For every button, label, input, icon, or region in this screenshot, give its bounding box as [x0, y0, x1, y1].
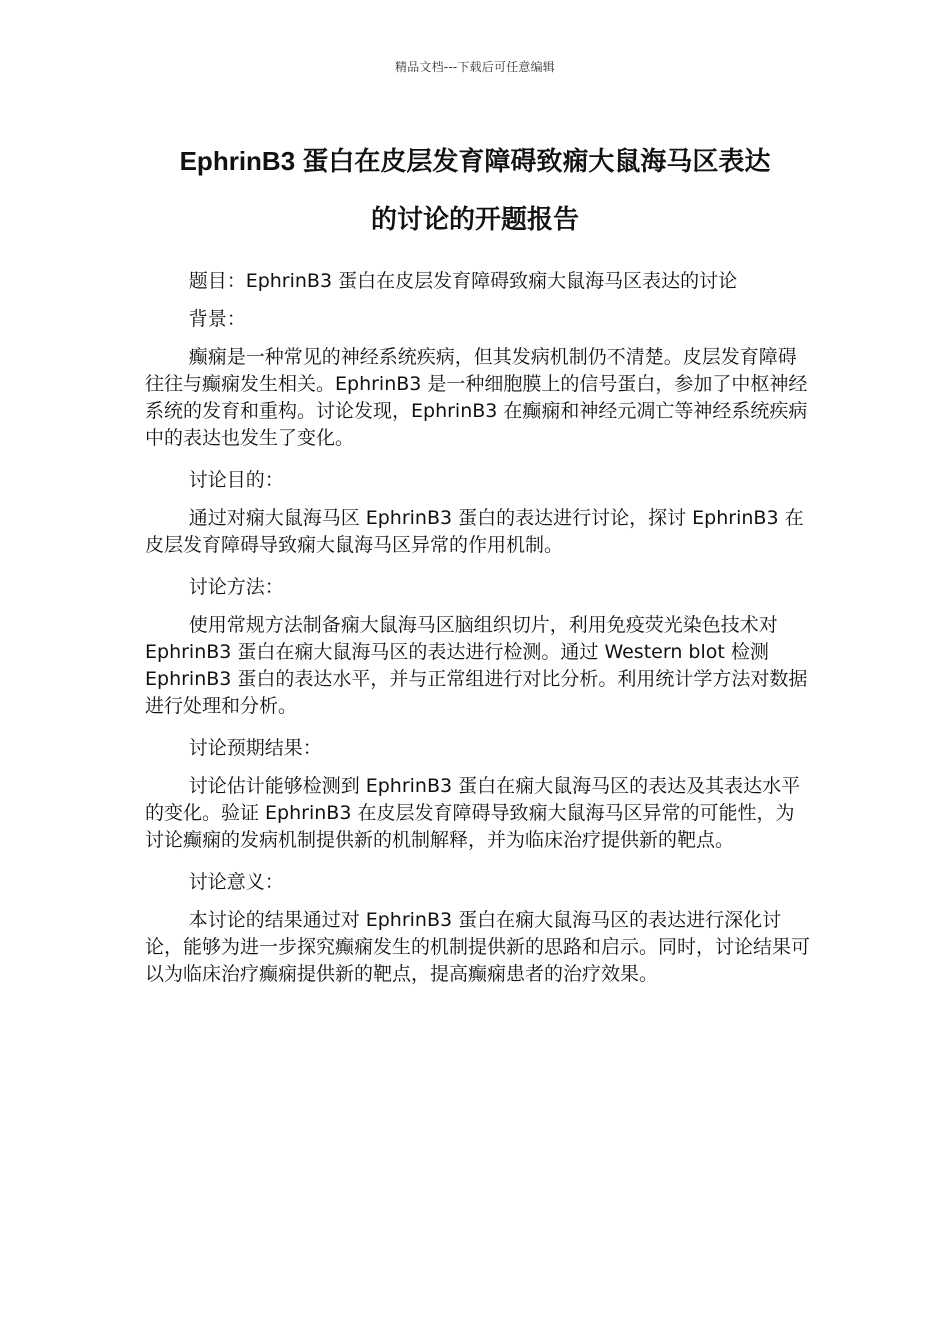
document-body: [145, 268, 813, 1003]
purpose-label: 讨论目的：: [188, 469, 284, 491]
expected-results-paragraph: 讨论估计能够检测到 EphrinB3 蛋白在痫大鼠海马区的表达及其表达水平的变化。验证 EphrinB3 在皮层发育障碍导致痫大鼠海马区异常的可能性，为讨论癫痫的发病机制提供新的机制解释，并为临床治疗提供新的靶点。: [145, 775, 801, 851]
header-note: 精品文档---下载后可任意编辑: [395, 60, 555, 74]
topic-line: 题目：EphrinB3 蛋白在皮层发育障碍致痫大鼠海马区表达的讨论: [188, 270, 738, 292]
purpose-paragraph: 通过对痫大鼠海马区 EphrinB3 蛋白的表达进行讨论，探讨 EphrinB3 在皮层发育障碍导致痫大鼠海马区异常的作用机制。: [145, 507, 804, 556]
method-label: 讨论方法：: [188, 576, 284, 598]
expected-results-label: 讨论预期结果：: [188, 737, 322, 759]
significance-label: 讨论意义：: [188, 871, 284, 893]
background-paragraph: 癫痫是一种常见的神经系统疾病，但其发病机制仍不清楚。皮层发育障碍往往与癫痫发生相关。EphrinB3 是一种细胞膜上的信号蛋白，参加了中枢神经系统的发育和重构。讨论发现，EphrinB3 在癫痫和神经元凋亡等神经系统疾病中的表达也发生了变化。: [145, 346, 808, 449]
title-line-2: 的讨论的开题报告: [370, 204, 579, 234]
title-line-1: EphrinB3 蛋白在皮层发育障碍致痫大鼠海马区表达: [179, 146, 771, 176]
background-label: 背景：: [188, 308, 246, 330]
document-title: [120, 132, 830, 248]
method-paragraph: 使用常规方法制备痫大鼠海马区脑组织切片，利用免疫荧光染色技术对 EphrinB3 蛋白在痫大鼠海马区的表达进行检测。通过 Western blot 检测 EphrinB3 蛋白的表达水平，并与正常组进行对比分析。利用统计学方法对数据进行处理和分析。: [145, 614, 808, 717]
significance-paragraph: 本讨论的结果通过对 EphrinB3 蛋白在痫大鼠海马区的表达进行深化讨论，能够为进一步探究癫痫发生的机制提供新的思路和启示。同时，讨论结果可以为临床治疗癫痫提供新的靶点，提高癫痫患者的治疗效果。: [145, 909, 811, 985]
